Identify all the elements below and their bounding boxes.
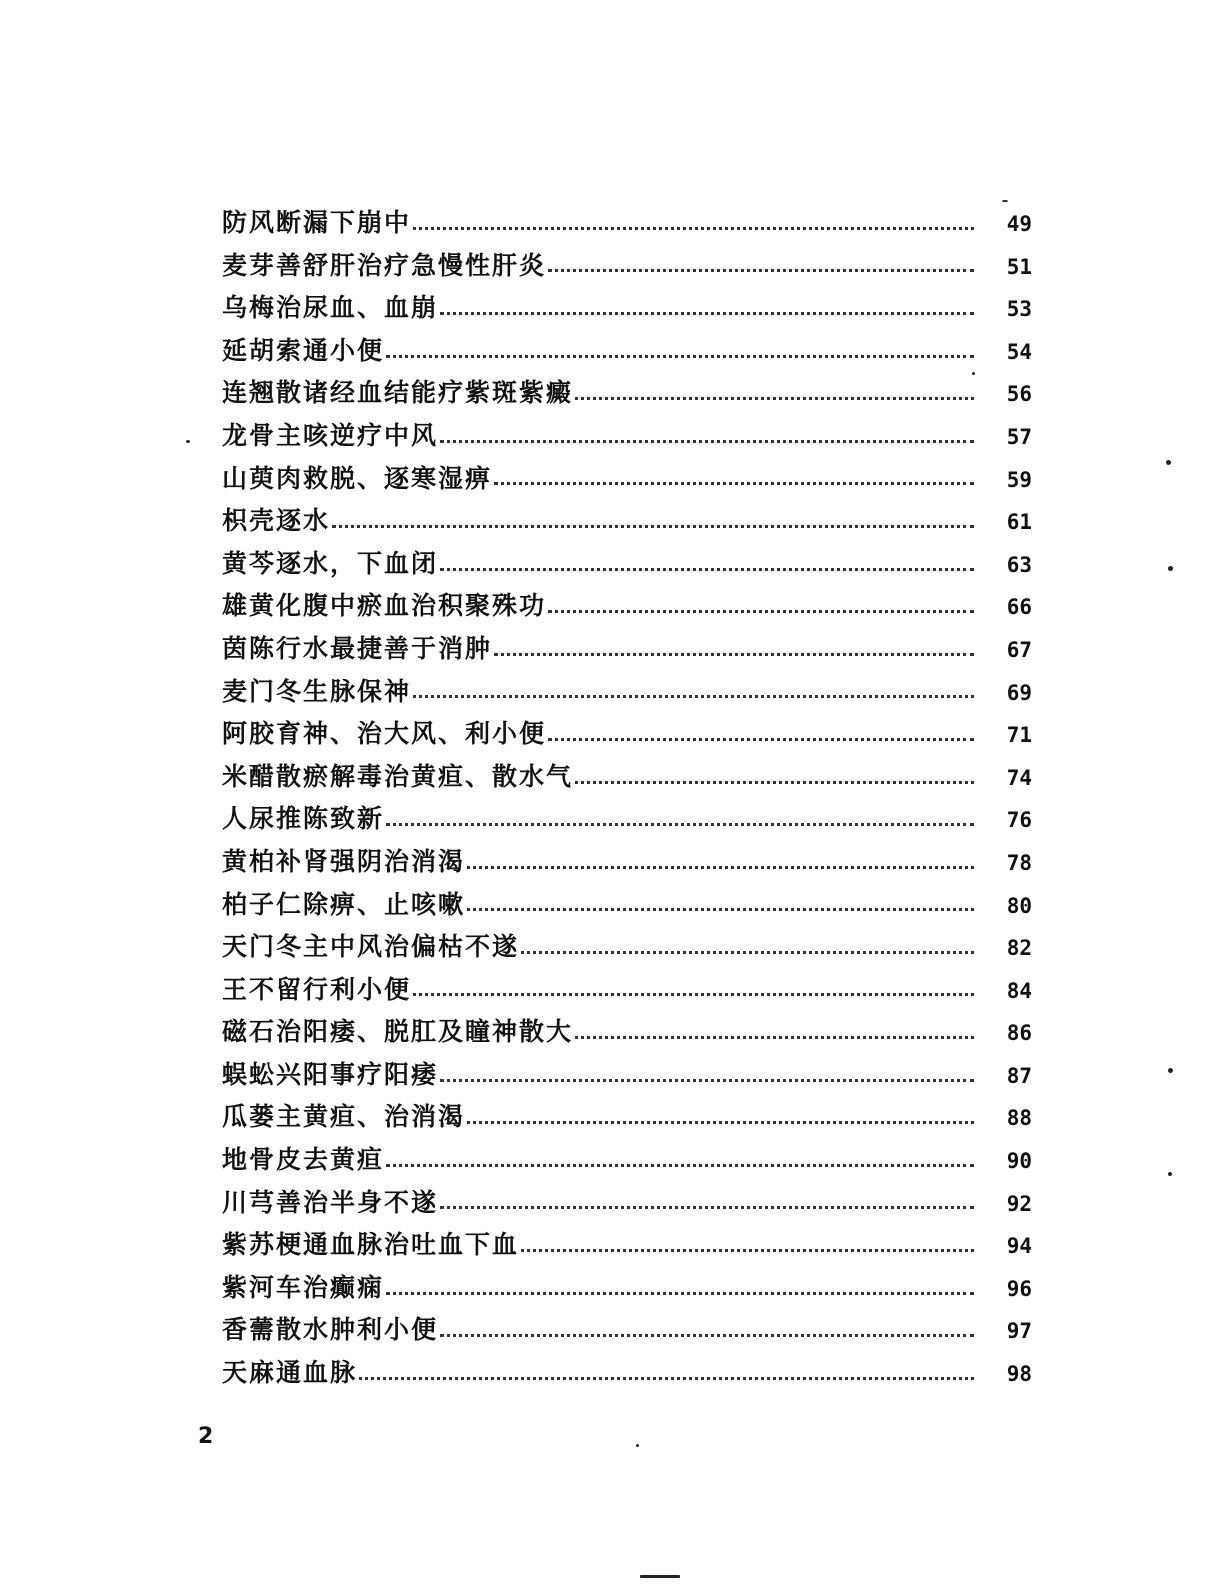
toc-entry: [222, 544, 1032, 587]
toc-entry-title: 天门冬主中风治偏枯不遂: [222, 932, 520, 962]
dot-leader: [548, 738, 974, 741]
dot-leader: [440, 440, 974, 443]
toc-entry-title: 阿胶育神、治大风、利小便: [222, 719, 547, 749]
dot-leader: [386, 355, 974, 358]
dot-leader: [440, 312, 974, 315]
toc-entry-page: 76: [1006, 808, 1032, 833]
dot-leader: [548, 610, 974, 613]
dot-leader: [494, 653, 974, 656]
scan-speck: [972, 372, 975, 375]
toc-entry-title: 地骨皮去黄疸: [222, 1145, 385, 1175]
toc-entry: [222, 757, 1032, 800]
toc-entry-title: 瓜蒌主黄疸、治消渴: [222, 1102, 466, 1132]
toc-entry: [222, 629, 1032, 672]
toc-entry: [222, 459, 1032, 502]
toc-entry-title: 连翘散诸经血结能疗紫斑紫癜: [222, 378, 574, 408]
toc-entry-title: 川芎善治半身不遂: [222, 1187, 439, 1217]
dot-leader: [575, 781, 974, 784]
toc-entry-page: 82: [1006, 936, 1032, 961]
toc-entry: [222, 373, 1032, 416]
toc-entry: [222, 501, 1032, 544]
toc-entry-title: 紫苏梗通血脉治吐血下血: [222, 1230, 520, 1260]
dot-leader: [467, 1121, 974, 1124]
toc-entry-page: 66: [1006, 595, 1032, 620]
toc-entry-title: 枳壳逐水: [222, 506, 331, 536]
toc-entry-page: 96: [1006, 1276, 1032, 1301]
toc-entry-title: 紫河车治癫痫: [222, 1272, 385, 1302]
dot-leader: [494, 482, 974, 485]
toc-entry-title: 天麻通血脉: [222, 1358, 358, 1388]
dot-leader: [440, 1206, 974, 1209]
toc-entry-page: 88: [1006, 1106, 1032, 1131]
toc-entry: [222, 885, 1032, 928]
toc-entry-title: 延胡索通小便: [222, 335, 385, 365]
toc-entry: [222, 203, 1032, 246]
toc-entry-page: 56: [1006, 382, 1032, 407]
toc-entry-page: 92: [1006, 1191, 1032, 1216]
dot-leader: [413, 695, 974, 698]
toc-entry-page: 98: [1006, 1362, 1032, 1387]
dot-leader: [440, 1334, 974, 1337]
toc-entry-title: 蜈蚣兴阳事疗阳痿: [222, 1059, 439, 1089]
toc-entry-page: 97: [1006, 1319, 1032, 1344]
dot-leader: [521, 1249, 974, 1252]
dot-leader: [440, 568, 974, 571]
toc-entry-title: 王不留行利小便: [222, 974, 412, 1004]
toc-entry-title: 乌梅治尿血、血崩: [222, 293, 439, 323]
dot-leader: [386, 823, 974, 826]
toc-entry-page: 69: [1006, 680, 1032, 705]
dot-leader: [386, 1164, 974, 1167]
toc-entry-title: 米醋散瘀解毒治黄疸、散水气: [222, 761, 574, 791]
toc-entry: [222, 246, 1032, 289]
toc-entry: [222, 1353, 1032, 1396]
toc-entry: [222, 1268, 1032, 1311]
toc-entry-page: 67: [1006, 637, 1032, 662]
toc-entry-page: 53: [1006, 297, 1032, 322]
dot-leader: [440, 1079, 974, 1082]
dot-leader: [413, 993, 974, 996]
toc-entry: [222, 799, 1032, 842]
toc-entry-page: 74: [1006, 765, 1032, 790]
toc-entry-page: 86: [1006, 1021, 1032, 1046]
toc-entry: [222, 927, 1032, 970]
toc-entry-page: 54: [1006, 339, 1032, 364]
toc-entry-page: 94: [1006, 1234, 1032, 1259]
toc-entry-title: 麦门冬生脉保神: [222, 676, 412, 706]
scan-speck: [1168, 566, 1173, 571]
dot-leader: [467, 908, 974, 911]
table-of-contents: [222, 203, 1032, 1396]
dot-leader: [575, 397, 974, 400]
toc-entry-page: 90: [1006, 1149, 1032, 1174]
toc-entry: [222, 714, 1032, 757]
toc-entry-title: 雄黄化腹中瘀血治积聚殊功: [222, 591, 547, 621]
dot-leader: [575, 1036, 974, 1039]
toc-entry-page: 87: [1006, 1063, 1032, 1088]
toc-entry-page: 49: [1006, 212, 1032, 236]
toc-entry: [222, 331, 1032, 374]
toc-entry-page: 71: [1006, 723, 1032, 748]
toc-entry-title: 磁石治阳痿、脱肛及瞳神散大: [222, 1017, 574, 1047]
toc-entry: [222, 1012, 1032, 1055]
toc-entry-page: 59: [1006, 467, 1032, 492]
toc-entry-title: 黄芩逐水，下血闭: [222, 548, 439, 578]
dot-leader: [521, 951, 974, 954]
scan-speck: [640, 1575, 680, 1578]
dot-leader: [386, 1292, 974, 1295]
dot-leader: [548, 269, 974, 272]
toc-entry: [222, 1140, 1032, 1183]
toc-entry-title: 龙骨主咳逆疗中风: [222, 420, 439, 450]
toc-entry: [222, 1225, 1032, 1268]
toc-entry-title: 柏子仁除痹、止咳嗽: [222, 889, 466, 919]
toc-entry-page: 80: [1006, 893, 1032, 918]
toc-entry: [222, 1055, 1032, 1098]
scan-speck: [1168, 1172, 1172, 1176]
toc-entry-title: 茵陈行水最捷善于消肿: [222, 633, 493, 663]
scan-speck: [636, 1444, 639, 1447]
toc-entry-title: 人尿推陈致新: [222, 804, 385, 834]
toc-entry-page: 78: [1006, 850, 1032, 875]
toc-entry-title: 香薷散水肿利小便: [222, 1315, 439, 1345]
toc-entry-title: 麦芽善舒肝治疗急慢性肝炎: [222, 250, 547, 280]
toc-entry: [222, 842, 1032, 885]
scan-speck: [1002, 200, 1008, 202]
page-number: 2: [198, 1424, 214, 1449]
toc-entry-title: 防风断漏下崩中: [222, 208, 412, 237]
toc-entry: [222, 1310, 1032, 1353]
toc-entry: [222, 672, 1032, 715]
toc-entry-title: 黄柏补肾强阴治消渴: [222, 846, 466, 876]
scan-speck: [186, 440, 190, 443]
toc-entry: [222, 1183, 1032, 1226]
toc-entry: [222, 1097, 1032, 1140]
dot-leader: [467, 866, 974, 869]
toc-entry-page: 51: [1006, 254, 1032, 279]
scan-speck: [1166, 460, 1171, 465]
dot-leader: [332, 525, 974, 528]
toc-entry-page: 61: [1006, 510, 1032, 535]
toc-entry-page: 57: [1006, 424, 1032, 449]
toc-entry-title: 山萸肉救脱、逐寒湿痹: [222, 463, 493, 493]
toc-entry: [222, 586, 1032, 629]
toc-entry-page: 63: [1006, 552, 1032, 577]
toc-entry-page: 84: [1006, 978, 1032, 1003]
toc-entry: [222, 970, 1032, 1013]
toc-entry: [222, 288, 1032, 331]
toc-entry: [222, 416, 1032, 459]
dot-leader: [413, 227, 974, 230]
dot-leader: [359, 1377, 974, 1380]
scan-speck: [1168, 1068, 1173, 1073]
